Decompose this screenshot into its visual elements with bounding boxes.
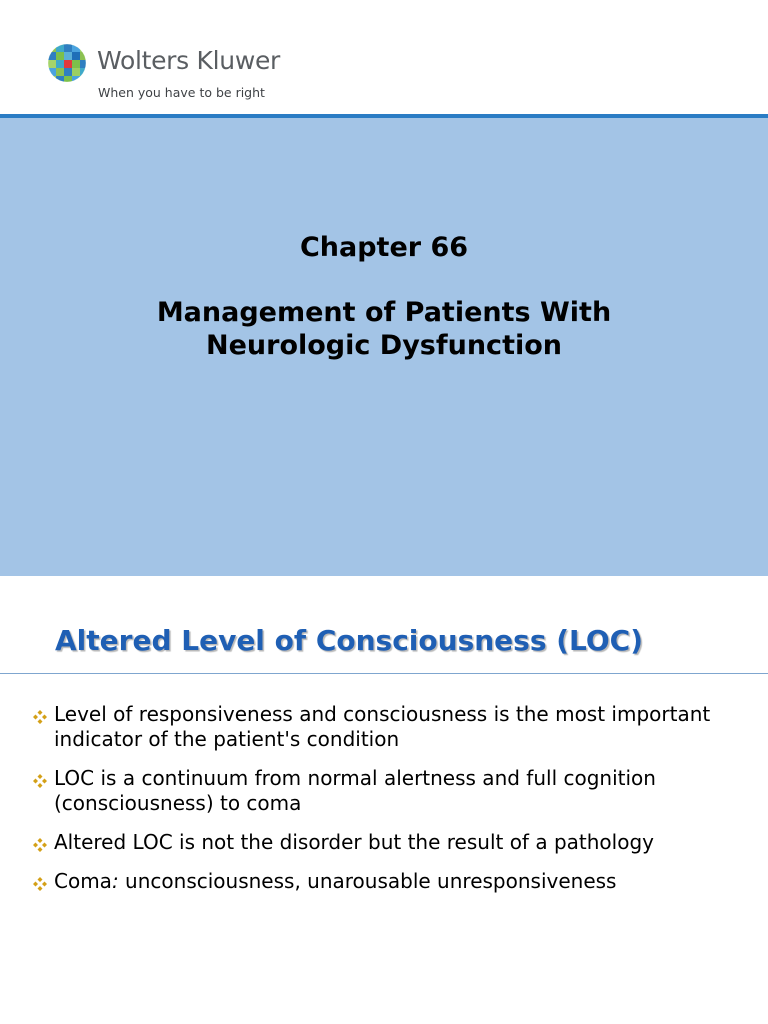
chapter-number: Chapter 66 [299, 232, 469, 263]
brand-tagline: When you have to be right [98, 85, 265, 100]
bullet-list [32, 702, 752, 908]
bullet-text: unconsciousness, unarousable unresponsiveness [118, 869, 617, 893]
bullet-text: LOC is a continuum from normal alertness and full cognition (consciousness) to coma [54, 766, 656, 815]
brand-name: Wolters Kluwer [97, 46, 281, 75]
chapter-title: Management of Patients With Neurologic Dysfunction [156, 297, 612, 361]
wolters-kluwer-logo-icon [47, 43, 87, 83]
section-heading: Altered Level of Consciousness (LOC) [55, 624, 644, 657]
bullet-text: Altered LOC is not the disorder but the result of a pathology [54, 830, 654, 854]
list-item [32, 830, 752, 855]
bullet-separator: : [111, 869, 119, 893]
logo-header [0, 0, 768, 114]
bullet-term: Coma [54, 869, 112, 893]
list-item [32, 766, 752, 816]
list-item [32, 869, 752, 894]
diamond-bullet-icon [32, 709, 48, 725]
heading-divider [0, 673, 768, 674]
diamond-bullet-icon [32, 876, 48, 892]
bullet-text: Level of responsiveness and consciousness is the most important indicator of the patient's condition [54, 702, 711, 751]
list-item [32, 702, 752, 752]
diamond-bullet-icon [32, 773, 48, 789]
diamond-bullet-icon [32, 837, 48, 853]
